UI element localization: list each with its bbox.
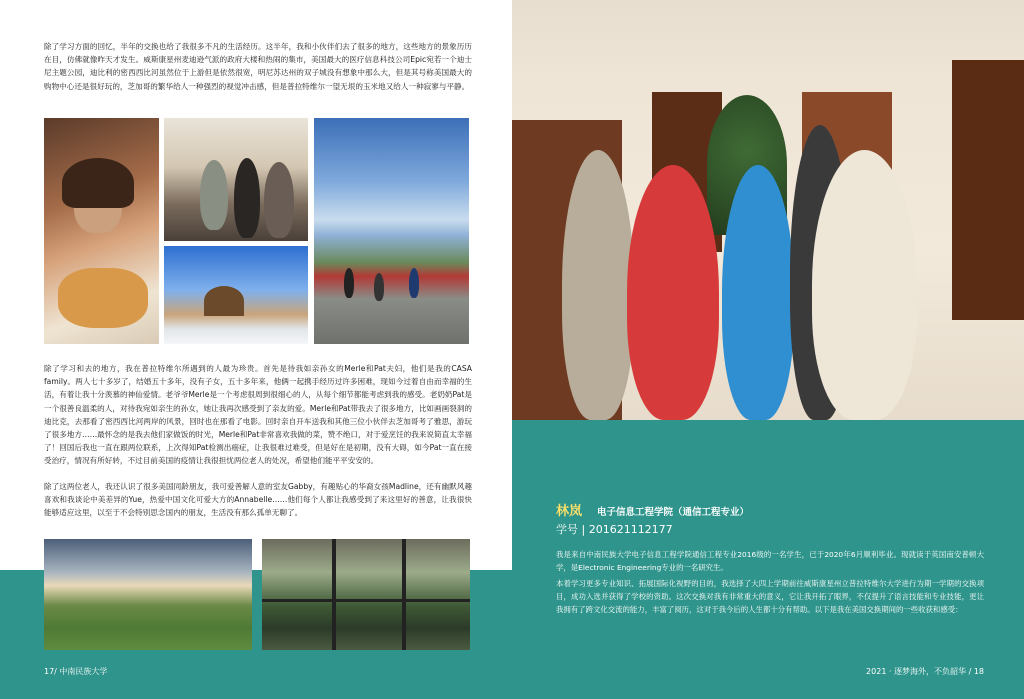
department: 电子信息工程学院（通信工程专业）	[597, 507, 750, 518]
photo-christmas-group	[512, 0, 1024, 420]
right-footer: 2021 · 逐梦海外，不负韶华 / 18	[866, 667, 984, 676]
paragraph-host-family: 除了学习和去的地方，我在普拉特维尔所遇到的人最为珍贵。首先是待我如亲孙女的Merle和Pat夫妇，他们是我的CASA family。两人七十多岁了，结婚五十多年，没有子女，五十多年来，他俩一起携手经历过许多困难，现如今过着自由而幸福的生活，有着让我十分羡慕的神仙爱情。老爷爷Merle是一个考虑很周到很细心的人，从每个细节都能考虑到我的感受。老奶奶Pat是一个很善良温柔的人，对待我宛如亲生的孙女，她让我再次感受到了亲友的爱。Merle和Pat带我去了很多地方，比如画画裂洞的迪比克，去那看了密西西比河两岸的风景，回时也在那看了电影。回时亲自开车送我和其他三位小伙伴去芝加哥考了雅思，游玩了很多地方……最怀念的是我去他们家做饭的时光，Merle和Pat非常喜欢我做的菜，赞不绝口，对于爱烹饪的我来说简直太幸福了！回国后我也一直在跟两位联系，上次得知Pat检测出癌症，让我很难过难受，但是好在是初期，没有大碍，如今Pat一直在接受治疗，情况有所好转，不过目前美国的疫情让我很担忧两位老人的处况，希望他们能平平安安的。	[44, 364, 472, 466]
student-id: 学号 | 201621112177	[556, 523, 673, 536]
photo-girl-eating	[44, 118, 159, 344]
paragraph-friends: 除了这两位老人，我还认识了很多美国同龄朋友，我可爱善解人意的室友Gabby，有趣贴心的华裔女孩Madline，还有幽默风趣喜欢和我谈论中美差异的Yue，热爱中国文化可爱大方的Annabelle……他们每个人都让我感受到了来这里好的善意，让我很快能够适应这里，以至于不会特别思念国内的朋友，生活没有那么孤单无聊了。	[44, 482, 472, 518]
person-girl-bear-shirt	[812, 150, 917, 420]
paragraph-travel: 除了学习方面的回忆，半年的交换也给了我很多不凡的生活经历。这半年，我和小伙伴们去了很多的地方，这些地方的景象历历在目，仿佛就像昨天才发生。威斯康星州麦迪逊气派的政府大楼和热闹的集市，美国最大的医疗信息科技公司Epic宛若一个迪士尼主题公园，迪比利的密西西比河虽然位于上游但是依然很宽，明尼苏达州的双子城没有想象中那么大，但是其号称美国最大的购物中心还是很好玩的，芝加哥的繁华给人一种强烈的视觉冲击感，但是普拉特维尔一望无垠的玉米地又给人一种寂寥与平静。	[44, 42, 472, 91]
student-name: 林岚	[556, 504, 583, 519]
photo-campus-lawn	[44, 539, 252, 650]
paragraph-exchange: 本着学习更多专业知识、拓展国际化视野的目的，我选择了大四上学期前往威斯康星州立普拉特维尔大学进行为期一学期的交换项目，成功入选并获得了学校的资助。这次交换对我有非常重大的意义，它让我开拓了眼界，不仅提升了语言技能和专业技能，更让我拥有了跨文化交流的能力，丰富了阅历，这对于我今后的人生都十分有帮助。以下是我在美国交换期间的一些收获和感受：	[556, 579, 984, 615]
person-grandpa	[562, 150, 634, 420]
photo-window-view	[262, 539, 470, 650]
right-window	[952, 60, 1024, 320]
person-grandma	[627, 165, 719, 420]
paragraph-intro: 我是来自中南民族大学电子信息工程学院通信工程专业2016级的一名学生，已于2020年6月顺利毕业。现就读于英国南安普顿大学，是Electronic Engineering专业的一名研究生。	[556, 550, 984, 573]
photo-winter-campus	[164, 246, 308, 344]
photo-running-track	[314, 118, 469, 344]
left-footer: 17/ 中南民族大学	[44, 667, 108, 676]
photo-with-hosts	[164, 118, 308, 241]
person-girl-blue	[722, 165, 794, 420]
